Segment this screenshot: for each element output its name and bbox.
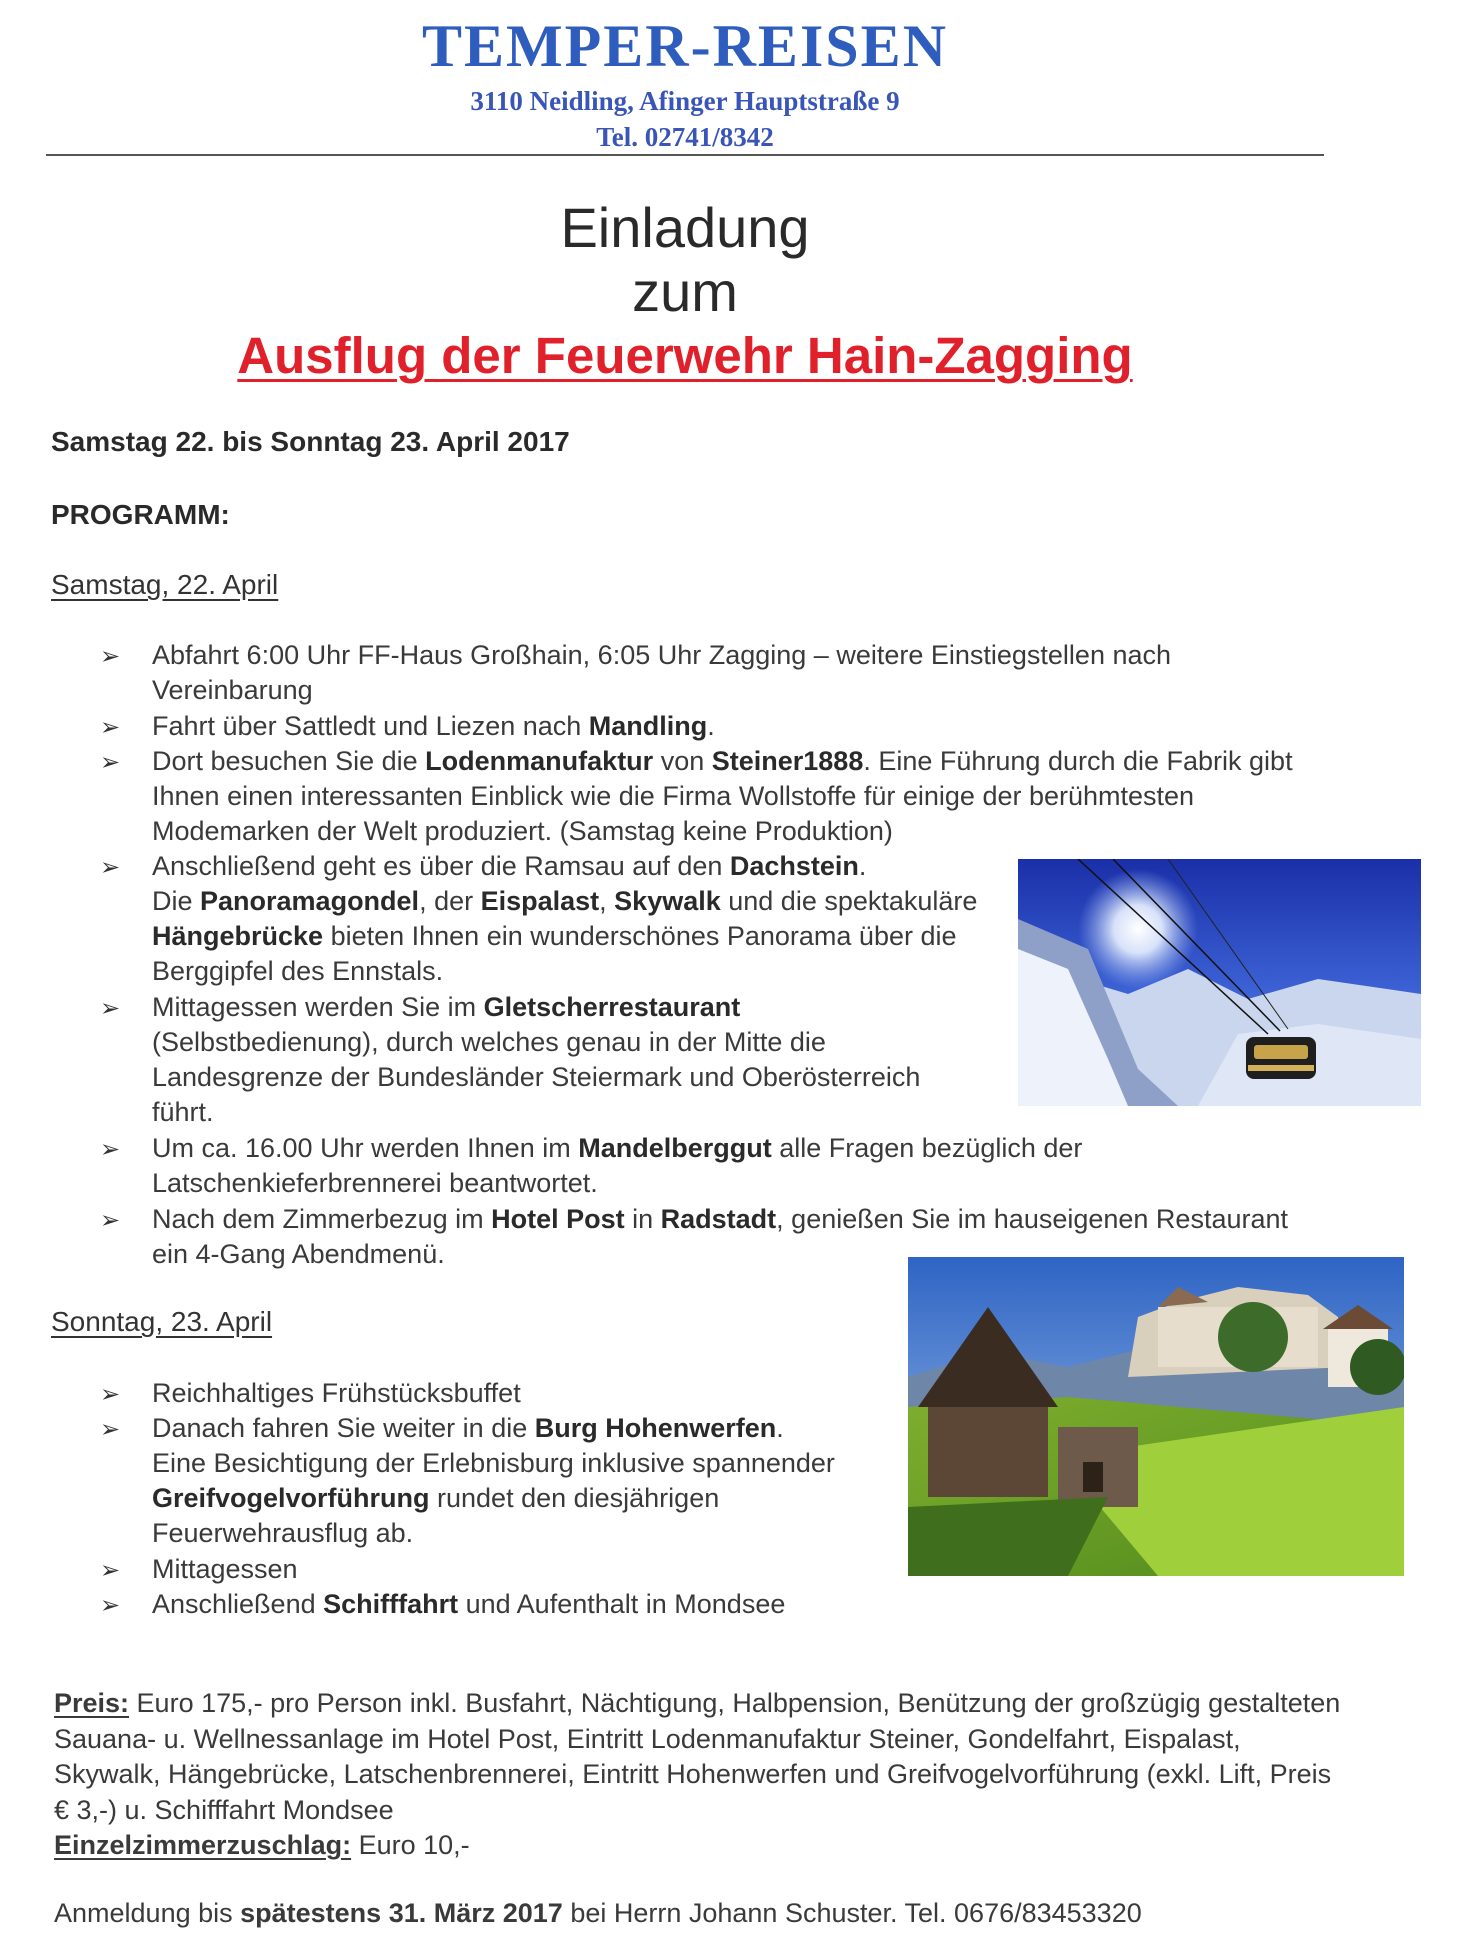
bullet-icon: ➢ [100,1592,121,1619]
list-item: Dort besuchen Sie die Lodenmanufaktur von Steiner1888. Eine Führung durch die Fabrik gibt Ihnen einen interessanten Einblick wie die Firma Wollstoffe für einige der berühmtesten Modemarken der Welt produziert. (Samstag keine Produktion) [152,746,1293,846]
bullet-icon: ➢ [100,714,121,741]
bullet-icon: ➢ [100,643,121,670]
registration-note: Anmeldung bis spätestens 31. März 2017 bei Herrn Johann Schuster. Tel. 0676/83453320 [54,1898,1142,1928]
title-event: Ausflug der Feuerwehr Hain-Zagging [237,327,1133,384]
bullet-icon: ➢ [100,854,121,881]
letterhead-divider [46,154,1324,156]
list-item: Anschließend geht es über die Ramsau auf den Dachstein. Die Panoramagondel, der Eispalast, Skywalk und die spektakuläre Hängebrücke bieten Ihnen ein wunderschönes Panorama über die Berggipfel des Ennstals. [152,851,978,986]
title-line-1: Einladung [560,196,810,259]
bullet-icon: ➢ [100,1381,121,1408]
bullet-icon: ➢ [100,1416,121,1443]
bullet-icon: ➢ [100,1557,121,1584]
list-item: Mittagessen werden Sie im Gletscherrestaurant (Selbstbedienung), durch welches genau in der Mitte die Landesgrenze der Bundesländer Steiermark und Oberösterreich führt. [152,992,921,1127]
list-item: Reichhaltiges Frühstücksbuffet [152,1378,521,1408]
list-item: Um ca. 16.00 Uhr werden Ihnen im Mandelberggut alle Fragen bezüglich der Latschenkieferbrennerei beantwortet. [152,1133,1083,1198]
date-range: Samstag 22. bis Sonntag 23. April 2017 [51,426,570,457]
list-item: Nach dem Zimmerbezug im Hotel Post in Radstadt, genießen Sie im hauseigenen Restaurant ein 4-Gang Abendmenü. [152,1204,1288,1269]
bullet-icon: ➢ [100,1136,121,1163]
bullet-icon: ➢ [100,749,121,776]
list-item: Fahrt über Sattledt und Liezen nach Mandling. [152,711,715,741]
price-info: Preis: Euro 175,- pro Person inkl. Busfahrt, Nächtigung, Halbpension, Benützung der großzügig gestalteten Sauana- u. Wellnessanlage im Hotel Post, Eintritt Lodenmanufaktur Steiner, Gondelfahrt, Eispalast, Skywalk, Hängebrücke, Latschenbrennerei, Eintritt Hohenwerfen und Greifvogelvorführung (exkl. Lift, Preis € 3,-) u. Schifffahrt Mondsee Einzelzimmerzuschlag: Euro 10,- [54,1688,1341,1860]
list-item: Mittagessen [152,1554,298,1584]
company-address: 3110 Neidling, Afinger Hauptstraße 9 [470,86,900,116]
bullet-icon: ➢ [100,1207,121,1234]
list-item: Danach fahren Sie weiter in die Burg Hohenwerfen. Eine Besichtigung der Erlebnisburg inklusive spannender Greifvogelvorführung rundet den diesjährigen Feuerwehrausflug ab. [152,1413,835,1548]
company-name: TEMPER-REISEN [421,13,949,79]
bullet-icon: ➢ [100,995,121,1022]
list-item: Abfahrt 6:00 Uhr FF-Haus Großhain, 6:05 Uhr Zagging – weitere Einstiegstellen nach Vereinbarung [152,640,1172,705]
saturday-heading: Samstag, 22. April [51,569,279,600]
title-line-2: zum [632,260,738,323]
program-heading: PROGRAMM: [51,499,230,530]
company-phone: Tel. 02741/8342 [596,122,774,152]
dachstein-gondola-photo [1018,859,1421,1106]
hohenwerfen-castle-photo [908,1257,1404,1576]
list-item: Anschließend Schifffahrt und Aufenthalt in Mondsee [152,1589,786,1619]
sunday-heading: Sonntag, 23. April [51,1306,273,1337]
